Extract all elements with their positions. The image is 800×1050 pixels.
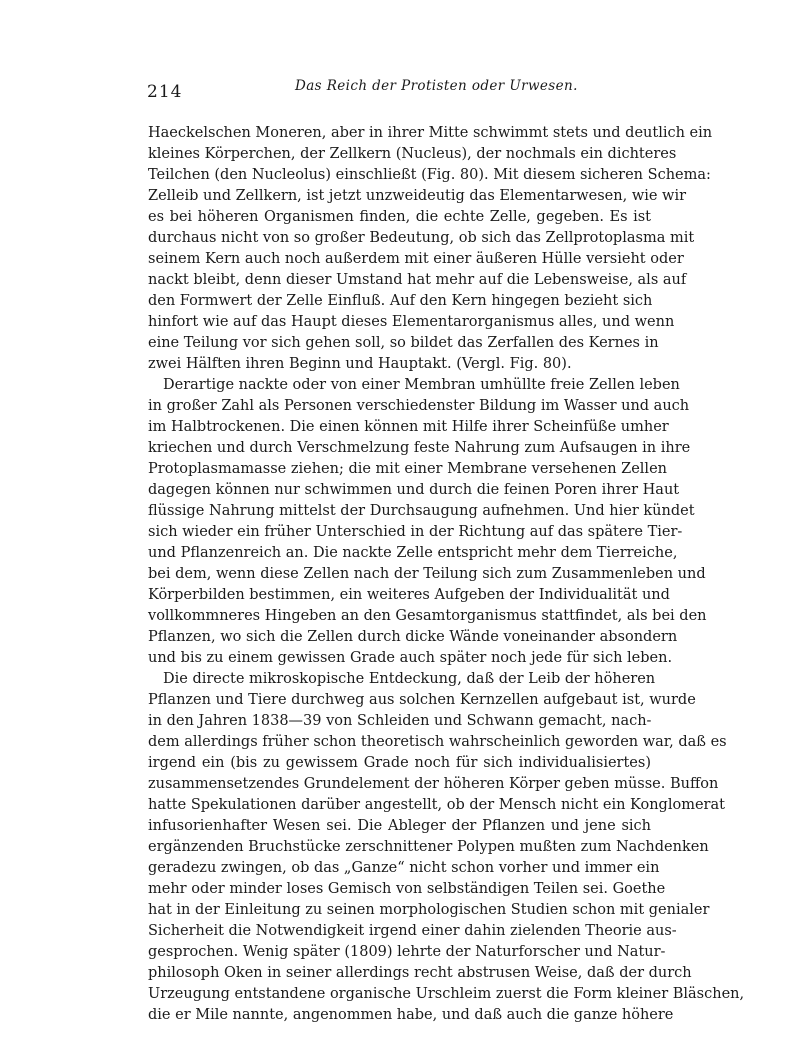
text-line: zwei Hälften ihren Beginn und Hauptakt. (Vergl. Fig. 80). <box>148 356 572 372</box>
text-line: Die directe mikroskopische Entdeckung, daß der Leib der höheren <box>163 671 656 687</box>
text-line: und bis zu einem gewissen Grade auch später noch jede für sich leben. <box>148 650 673 666</box>
text-line: Protoplasmamasse ziehen; die mit einer Membrane versehenen Zellen <box>148 461 667 477</box>
text-line: die er Mile nannte, angenommen habe, und daß auch die ganze höhere <box>148 1007 674 1023</box>
text-line: mehr oder minder loses Gemisch von selbständigen Teilen sei. Goethe <box>148 881 666 897</box>
text-line: in großer Zahl als Personen verschiedenster Bildung im Wasser und auch <box>148 398 690 414</box>
text-line: philosoph Oken in seiner allerdings recht abstrusen Weise, daß der durch <box>148 965 692 981</box>
text-line: in den Jahren 1838—39 von Schleiden und Schwann gemacht, nach- <box>148 713 652 729</box>
text-line: durchaus nicht von so großer Bedeutung, ob sich das Zellprotoplasma mit <box>148 230 695 246</box>
text-line: Pflanzen und Tiere durchweg aus solchen Kernzellen aufgebaut ist, wurde <box>148 692 696 708</box>
text-line: sich wieder ein früher Unterschied in der Richtung auf das spätere Tier- <box>148 524 683 540</box>
text-line: geradezu zwingen, ob das „Ganze“ nicht schon vorher und immer ein <box>148 860 660 876</box>
text-line: Körperbilden bestimmen, ein weiteres Aufgeben der Individualität und <box>148 587 670 603</box>
text-line: flüssige Nahrung mittelst der Durchsaugung aufnehmen. Und hier kündet <box>148 503 695 519</box>
page-number: 214 <box>147 82 183 102</box>
text-line: im Halbtrockenen. Die einen können mit Hilfe ihrer Scheinfüße umher <box>148 419 669 435</box>
text-line: Haeckelschen Moneren, aber in ihrer Mitte schwimmt stets und deutlich ein <box>148 125 713 141</box>
text-line: irgend ein (bis zu gewissem Grade noch für sich individualisiertes) <box>148 755 651 771</box>
text-line: Zelleib und Zellkern, ist jetzt unzweideutig das Elementarwesen, wie wir <box>148 188 687 204</box>
text-line: Urzeugung entstandene organische Urschleim zuerst die Form kleiner Bläschen, <box>148 986 745 1002</box>
text-line: hat in der Einleitung zu seinen morphologischen Studien schon mit genialer <box>148 902 710 918</box>
text-line: zusammensetzendes Grundelement der höheren Körper geben müsse. Buffon <box>148 776 719 792</box>
text-line: den Formwert der Zelle Einfluß. Auf den Kern hingegen bezieht sich <box>148 293 653 309</box>
text-line: vollkommneres Hingeben an den Gesamtorganismus stattfindet, als bei den <box>148 608 707 624</box>
text-line: ergänzenden Bruchstücke zerschnittener Polypen mußten zum Nachdenken <box>148 839 709 855</box>
text-line: hinfort wie auf das Haupt dieses Elementarorganismus alles, und wenn <box>148 314 675 330</box>
text-line: gesprochen. Wenig später (1809) lehrte der Naturforscher und Natur- <box>148 944 666 960</box>
text-line: nackt bleibt, denn dieser Umstand hat mehr auf die Lebensweise, als auf <box>148 272 687 288</box>
text-line: eine Teilung vor sich gehen soll, so bildet das Zerfallen des Kernes in <box>148 335 659 351</box>
text-line: hatte Spekulationen darüber angestellt, ob der Mensch nicht ein Konglomerat <box>148 797 725 813</box>
text-line: dagegen können nur schwimmen und durch die feinen Poren ihrer Haut <box>148 482 680 498</box>
text-line: bei dem, wenn diese Zellen nach der Teilung sich zum Zusammenleben und <box>148 566 706 582</box>
text-line: seinem Kern auch noch außerdem mit einer äußeren Hülle versieht oder <box>148 251 684 267</box>
running-title: Das Reich der Protisten oder Urwesen. <box>295 78 578 94</box>
page-header <box>0 78 800 108</box>
text-line: Sicherheit die Notwendigkeit irgend einer dahin zielenden Theorie aus- <box>148 923 677 939</box>
text-line: kriechen und durch Verschmelzung feste Nahrung zum Aufsaugen in ihre <box>148 440 691 456</box>
text-line: und Pflanzenreich an. Die nackte Zelle entspricht mehr dem Tierreiche, <box>148 545 678 561</box>
text-line: Teilchen (den Nucleolus) einschließt (Fig. 80). Mit diesem sicheren Schema: <box>148 167 711 183</box>
text-line: Pflanzen, wo sich die Zellen durch dicke Wände voneinander absondern <box>148 629 678 645</box>
text-line: kleines Körperchen, der Zellkern (Nucleus), der nochmals ein dichteres <box>148 146 677 162</box>
text-line: Derartige nackte oder von einer Membran umhüllte freie Zellen leben <box>163 377 680 393</box>
text-line: es bei höheren Organismen finden, die echte Zelle, gegeben. Es ist <box>148 209 651 225</box>
text-line: dem allerdings früher schon theoretisch wahrscheinlich geworden war, daß es <box>148 734 727 750</box>
text-line: infusorienhafter Wesen sei. Die Ableger der Pflanzen und jene sich <box>148 818 651 834</box>
